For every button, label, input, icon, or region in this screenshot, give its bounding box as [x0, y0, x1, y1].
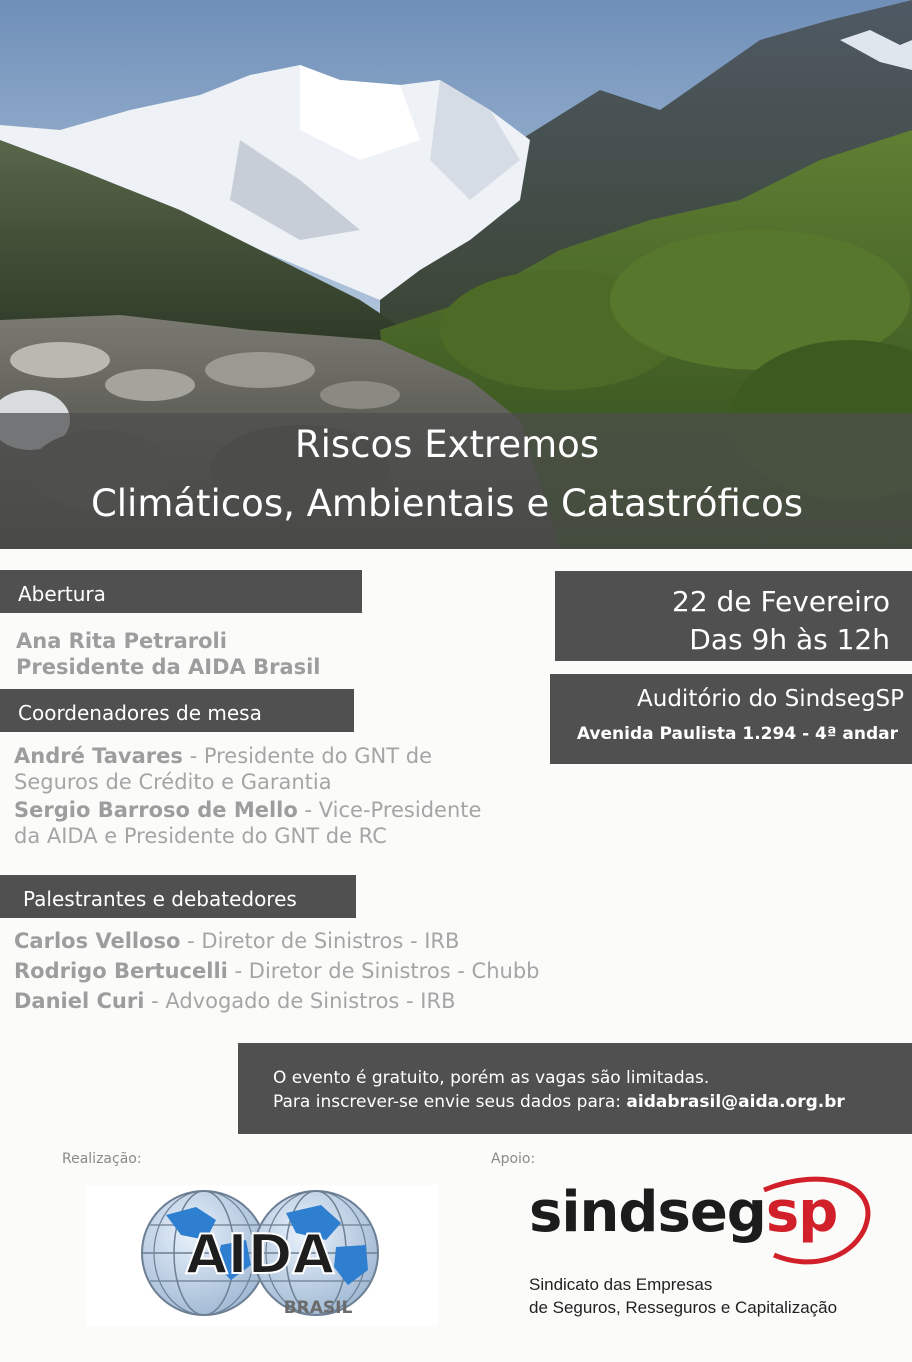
person-name: Rodrigo Bertucelli [14, 959, 228, 983]
person-role-cont: Seguros de Crédito e Garantia [14, 770, 332, 794]
event-date: 22 de Fevereiro [672, 585, 890, 618]
coordinator-item: André Tavares - Presidente do GNT de Seguros de Crédito e Garantia [14, 744, 432, 794]
sindseg-subtitle: de Seguros, Resseguros e Capitalização [529, 1298, 838, 1317]
coordinator-item: Sergio Barroso de Mello - Vice-Presidente da AIDA e Presidente do GNT de RC [14, 798, 482, 848]
svg-text:AIDA: AIDA [185, 1223, 335, 1286]
section-heading-palestrantes: Palestrantes e debatedores [0, 875, 356, 918]
speaker-item [14, 988, 456, 1014]
venue-box [550, 674, 912, 764]
registration-info-box [238, 1043, 912, 1134]
person-name: André Tavares [14, 744, 183, 768]
sindsegsp-logo [524, 1170, 884, 1330]
person-name: Carlos Velloso [14, 929, 181, 953]
speaker-item [14, 958, 540, 984]
person-role: Vice-Presidente [318, 798, 482, 822]
event-subtitle: Climáticos, Ambientais e Catastróficos [90, 482, 804, 525]
person-role-cont: da AIDA e Presidente do GNT de RC [14, 824, 387, 848]
person-name: Sergio Barroso de Mello [14, 798, 298, 822]
person-role: Presidente da AIDA Brasil [16, 655, 321, 679]
event-title: Riscos Extremos [294, 423, 600, 466]
section-heading-abertura: Abertura [0, 570, 362, 613]
svg-text:BRASIL: BRASIL [283, 1298, 353, 1318]
person-name: Ana Rita Petraroli [16, 629, 227, 653]
speaker-item [14, 928, 459, 954]
sindseg-subtitle: Sindicato das Empresas [529, 1275, 713, 1294]
abertura-person [16, 628, 321, 680]
info-register [273, 1091, 845, 1114]
venue-address: Avenida Paulista 1.294 - 4ª andar [576, 724, 898, 744]
person-role: Presidente do GNT de [203, 744, 432, 768]
person-role: - Diretor de Sinistros - Chubb [227, 959, 540, 983]
person-role: - Advogado de Sinistros - IRB [144, 989, 456, 1013]
person-role: - Diretor de Sinistros - IRB [180, 929, 460, 953]
apoio-label: Apoio: [491, 1151, 536, 1167]
date-box [555, 571, 912, 661]
section-heading-coordenadores: Coordenadores de mesa [0, 689, 354, 732]
realizacao-label: Realização: [62, 1151, 142, 1167]
event-time: Das 9h às 12h [689, 623, 890, 656]
venue-name: Auditório do SindsegSP [637, 686, 904, 712]
contact-email-link[interactable]: aidabrasil@aida.org.br [626, 1092, 845, 1112]
info-free-event: O evento é gratuito, porém as vagas são limitadas. [273, 1068, 710, 1088]
info-register-text: Para inscrever-se envie seus dados para: [273, 1092, 627, 1112]
sindsegsp-wordmark: sindsegsp [529, 1180, 838, 1245]
aida-brasil-logo [86, 1185, 438, 1325]
person-name: Daniel Curi [14, 989, 145, 1013]
